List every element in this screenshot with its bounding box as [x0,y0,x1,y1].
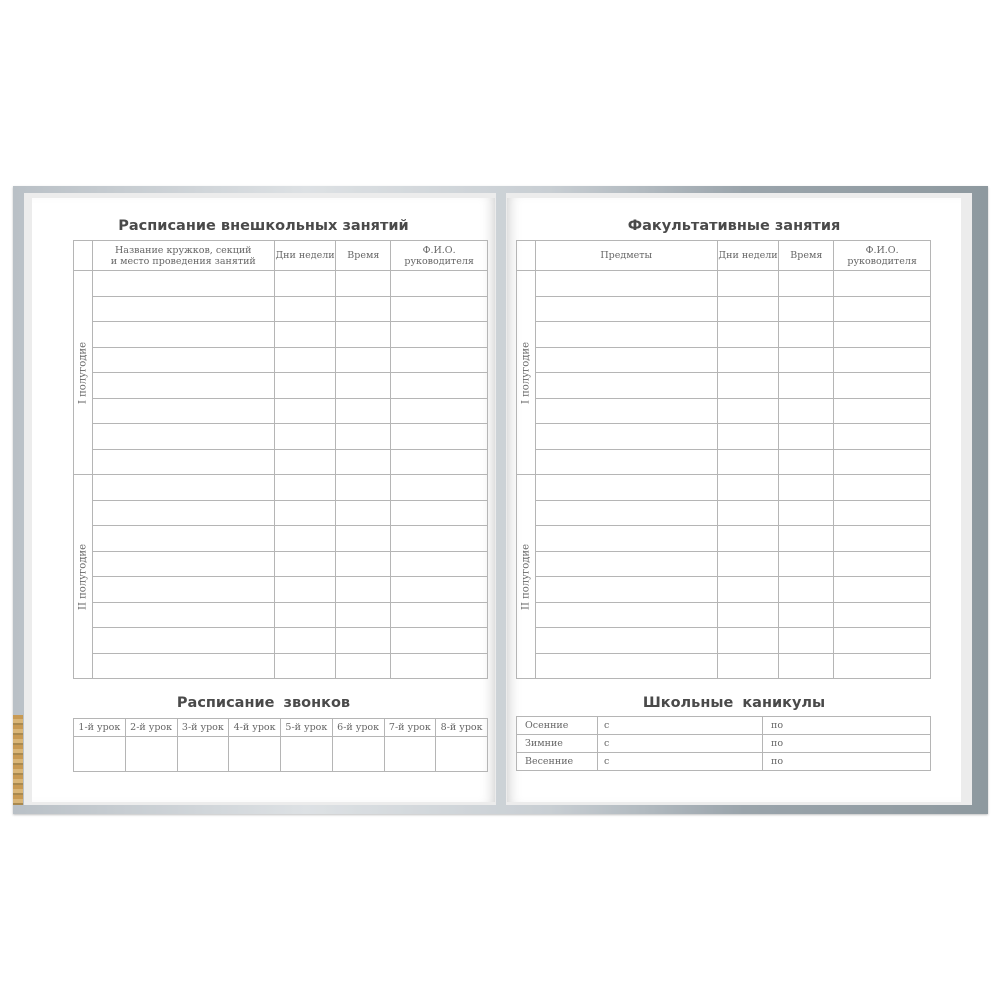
table-cell[interactable] [92,577,274,603]
table-cell[interactable] [391,322,488,348]
table-cell[interactable] [391,347,488,373]
table-cell[interactable] [779,526,834,552]
table-cell[interactable] [535,347,717,373]
table-cell[interactable] [779,500,834,526]
electives-table [516,240,931,679]
table-cell[interactable] [717,628,779,654]
lesson-header: 6-й урок [332,719,384,737]
table-cell[interactable] [274,373,336,399]
table-cell[interactable] [274,398,336,424]
lesson-header: 5-й урок [281,719,333,737]
period-label: II полугодие [520,543,532,610]
table-cell[interactable] [834,551,931,577]
table-cell[interactable] [274,347,336,373]
table-cell[interactable] [779,373,834,399]
table-cell[interactable] [336,628,391,654]
table-cell[interactable] [717,322,779,348]
table-row [517,577,931,603]
table-cell[interactable] [92,398,274,424]
table-cell[interactable] [92,322,274,348]
lesson-header: 3-й урок [177,719,229,737]
table-cell[interactable] [274,500,336,526]
header-corner [517,241,536,271]
table-cell[interactable] [535,526,717,552]
table-row [517,500,931,526]
table-cell[interactable] [535,602,717,628]
table-cell[interactable] [274,628,336,654]
table-cell[interactable] [779,628,834,654]
table-cell[interactable] [391,653,488,679]
table-cell[interactable] [92,551,274,577]
table-cell[interactable] [717,526,779,552]
table-row [74,628,488,654]
lesson-time-cell[interactable] [436,737,488,772]
table-cell[interactable] [834,296,931,322]
table-cell[interactable] [391,424,488,450]
table-cell[interactable] [834,526,931,552]
table-row [74,653,488,679]
table-row [517,628,931,654]
table-cell[interactable] [717,602,779,628]
lesson-time-cell[interactable] [384,737,436,772]
table-cell[interactable] [336,577,391,603]
table-cell[interactable] [336,475,391,501]
holidays-title: Школьные каникулы [642,695,826,711]
table-cell[interactable] [717,347,779,373]
table-row [74,551,488,577]
table-cell[interactable] [535,424,717,450]
table-cell[interactable] [274,475,336,501]
table-cell[interactable] [336,526,391,552]
table-cell[interactable] [535,322,717,348]
header-teacher: Ф.И.О. руководителя [391,241,488,271]
table-cell[interactable] [92,347,274,373]
period-label-cell [517,271,536,475]
table-cell[interactable] [535,475,717,501]
holiday-name: Весенние [517,753,598,771]
table-cell[interactable] [274,653,336,679]
lesson-time-cell[interactable] [281,737,333,772]
holiday-name: Зимние [517,735,598,753]
right-page-title: Факультативные занятия [627,218,841,234]
table-cell[interactable] [274,322,336,348]
table-cell[interactable] [535,449,717,475]
holiday-row [517,735,931,753]
table-cell[interactable] [834,602,931,628]
holiday-row [517,753,931,771]
table-row [517,271,931,297]
table-cell[interactable] [535,500,717,526]
table-cell[interactable] [391,373,488,399]
table-row [517,398,931,424]
table-cell[interactable] [336,500,391,526]
table-cell[interactable] [717,373,779,399]
period-label: I полугодие [520,341,532,404]
holidays-table [516,716,931,771]
table-cell[interactable] [834,449,931,475]
table-row [517,449,931,475]
table-cell[interactable] [834,322,931,348]
table-cell[interactable] [336,271,391,297]
holiday-to[interactable]: по [763,753,931,771]
table-row [517,424,931,450]
table-cell[interactable] [834,347,931,373]
table-cell[interactable] [834,653,931,679]
holiday-to[interactable]: по [763,717,931,735]
table-row [517,322,931,348]
header-days: Дни недели [274,241,336,271]
table-row [74,449,488,475]
period-label-cell [517,475,536,679]
header-days: Дни недели [717,241,779,271]
table-cell[interactable] [834,577,931,603]
table-cell[interactable] [779,398,834,424]
table-cell[interactable] [336,653,391,679]
table-cell[interactable] [535,296,717,322]
table-cell[interactable] [391,475,488,501]
holiday-from[interactable]: с [598,735,763,753]
header-time: Время [779,241,834,271]
table-cell[interactable] [717,475,779,501]
table-cell[interactable] [535,551,717,577]
lesson-header: 8-й урок [436,719,488,737]
table-row [517,526,931,552]
table-row [74,373,488,399]
table-cell[interactable] [535,373,717,399]
table-cell[interactable] [779,449,834,475]
table-cell[interactable] [274,602,336,628]
table-cell[interactable] [779,322,834,348]
table-cell[interactable] [535,271,717,297]
table-cell[interactable] [92,296,274,322]
table-cell[interactable] [391,526,488,552]
table-row [517,475,931,501]
table-cell[interactable] [717,271,779,297]
table-cell[interactable] [336,296,391,322]
table-row [517,551,931,577]
lesson-time-cell[interactable] [229,737,281,772]
lesson-header: 7-й урок [384,719,436,737]
lesson-time-cell[interactable] [332,737,384,772]
table-row [74,296,488,322]
holiday-row [517,717,931,735]
table-row [74,577,488,603]
holiday-from[interactable]: с [598,717,763,735]
table-cell[interactable] [336,449,391,475]
table-cell[interactable] [92,373,274,399]
table-cell[interactable] [779,296,834,322]
table-row [74,398,488,424]
lesson-header: 1-й урок [74,719,126,737]
table-cell[interactable] [535,577,717,603]
table-cell[interactable] [391,449,488,475]
bells-title: Расписание звонков [176,695,351,711]
table-cell[interactable] [834,628,931,654]
lesson-time-cell[interactable] [177,737,229,772]
table-cell[interactable] [779,424,834,450]
table-cell[interactable] [779,602,834,628]
table-cell[interactable] [535,653,717,679]
table-cell[interactable] [834,500,931,526]
table-cell[interactable] [717,449,779,475]
table-cell[interactable] [535,628,717,654]
table-row [74,347,488,373]
table-cell[interactable] [274,424,336,450]
bells-table [73,718,488,772]
table-cell[interactable] [336,347,391,373]
cover-decoration [13,715,23,805]
table-cell[interactable] [274,296,336,322]
table-cell[interactable] [274,577,336,603]
lesson-header: 2-й урок [125,719,177,737]
table-cell[interactable] [92,424,274,450]
table-cell[interactable] [92,475,274,501]
header-clubs: Название кружков, секций и место проведения занятий [92,241,274,271]
table-cell[interactable] [834,475,931,501]
table-cell[interactable] [92,526,274,552]
table-cell[interactable] [92,653,274,679]
table-cell[interactable] [336,424,391,450]
table-cell[interactable] [92,271,274,297]
table-cell[interactable] [336,602,391,628]
table-cell[interactable] [535,398,717,424]
table-cell[interactable] [717,551,779,577]
table-cell[interactable] [274,271,336,297]
table-row [517,347,931,373]
table-row [517,602,931,628]
holiday-name: Осенние [517,717,598,735]
table-cell[interactable] [391,398,488,424]
table-cell[interactable] [834,373,931,399]
table-cell[interactable] [391,577,488,603]
holiday-from[interactable]: с [598,753,763,771]
table-cell[interactable] [92,602,274,628]
table-cell[interactable] [391,296,488,322]
table-cell[interactable] [779,577,834,603]
table-cell[interactable] [274,551,336,577]
table-cell[interactable] [717,424,779,450]
table-cell[interactable] [717,653,779,679]
table-cell[interactable] [717,398,779,424]
table-cell[interactable] [779,551,834,577]
table-cell[interactable] [336,551,391,577]
table-cell[interactable] [391,271,488,297]
table-row [74,602,488,628]
left-page-title: Расписание внешкольных занятий [118,218,409,234]
table-cell[interactable] [391,602,488,628]
table-cell[interactable] [336,398,391,424]
table-cell[interactable] [779,475,834,501]
table-cell[interactable] [834,271,931,297]
header-teacher: Ф.И.О. руководителя [834,241,931,271]
table-row [74,424,488,450]
table-cell[interactable] [717,500,779,526]
table-cell[interactable] [391,500,488,526]
header-time: Время [336,241,391,271]
table-row [74,526,488,552]
table-row [74,322,488,348]
table-row [74,271,488,297]
table-cell[interactable] [92,500,274,526]
table-cell[interactable] [834,424,931,450]
lesson-time-cell[interactable] [125,737,177,772]
header-subjects: Предметы [535,241,717,271]
lesson-time-cell[interactable] [74,737,126,772]
table-cell[interactable] [779,653,834,679]
table-cell[interactable] [717,296,779,322]
table-cell[interactable] [92,449,274,475]
table-row [517,373,931,399]
table-row [74,500,488,526]
table-row [517,653,931,679]
period-label-cell [74,475,93,679]
table-cell[interactable] [779,347,834,373]
table-cell[interactable] [336,373,391,399]
table-row [74,475,488,501]
right-page [507,198,961,802]
table-cell[interactable] [391,628,488,654]
table-cell[interactable] [274,449,336,475]
table-cell[interactable] [336,322,391,348]
header-corner [74,241,93,271]
period-label-cell [74,271,93,475]
holiday-to[interactable]: по [763,735,931,753]
table-cell[interactable] [274,526,336,552]
table-cell[interactable] [92,628,274,654]
lesson-header: 4-й урок [229,719,281,737]
table-row [517,296,931,322]
period-label: II полугодие [77,543,89,610]
table-cell[interactable] [834,398,931,424]
period-label: I полугодие [77,341,89,404]
extracurricular-table [73,240,488,679]
table-cell[interactable] [391,551,488,577]
table-cell[interactable] [717,577,779,603]
table-cell[interactable] [779,271,834,297]
left-page [32,198,495,802]
